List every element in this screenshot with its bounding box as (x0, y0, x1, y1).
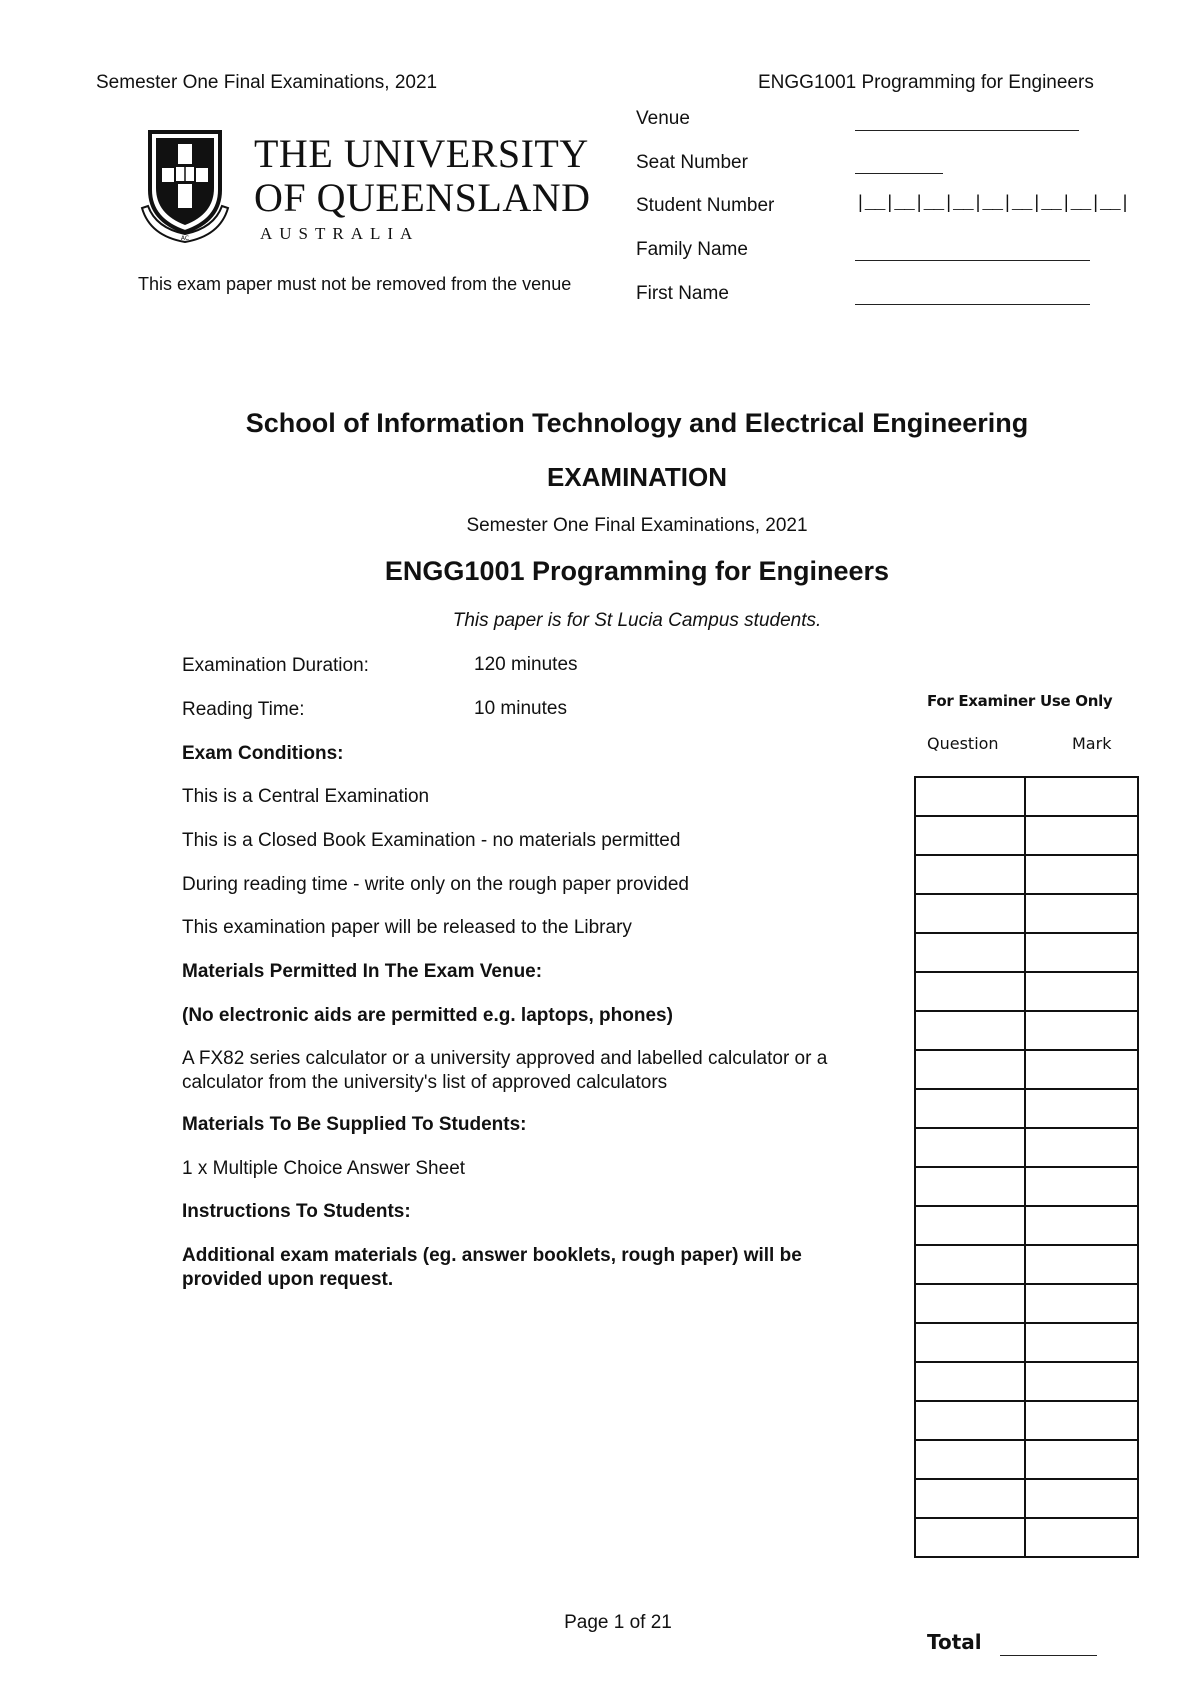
marks-table-row (915, 1362, 1138, 1401)
question-cell[interactable] (915, 1206, 1025, 1245)
question-cell[interactable] (915, 972, 1025, 1011)
header-right: ENGG1001 Programming for Engineers (758, 72, 1094, 93)
question-cell[interactable] (915, 777, 1025, 816)
marks-table-row (915, 1479, 1138, 1518)
question-cell[interactable] (915, 1440, 1025, 1479)
svg-text:AC: AC (180, 235, 190, 242)
exam-conditions-heading: Exam Conditions: (182, 743, 344, 764)
electronic-aids-note: (No electronic aids are permitted e.g. laptops, phones) (182, 1005, 673, 1026)
marks-table-row (915, 1050, 1138, 1089)
mark-cell[interactable] (1025, 1401, 1138, 1440)
family-name-label: Family Name (636, 239, 748, 260)
logo-line-1: THE UNIVERSITY (254, 131, 589, 176)
mark-cell[interactable] (1025, 1167, 1138, 1206)
exam-duration-value: 120 minutes (474, 654, 578, 675)
exam-title: EXAMINATION (546, 462, 728, 492)
question-cell[interactable] (915, 1518, 1025, 1557)
mark-cell[interactable] (1025, 1323, 1138, 1362)
reading-time-value: 10 minutes (474, 698, 567, 719)
removal-notice: This exam paper must not be removed from the venue (138, 274, 572, 294)
question-cell[interactable] (915, 1011, 1025, 1050)
student-number-label: Student Number (636, 195, 775, 216)
total-field[interactable] (1000, 1655, 1097, 1656)
marks-table-row (915, 1089, 1138, 1128)
instructions-heading: Instructions To Students: (182, 1201, 411, 1222)
mark-cell[interactable] (1025, 1128, 1138, 1167)
condition-item: This is a Closed Book Examination - no materials permitted (182, 830, 681, 851)
family-name-field[interactable] (855, 260, 1090, 261)
examiner-use-title: For Examiner Use Only (927, 692, 1113, 710)
mark-cell[interactable] (1025, 1089, 1138, 1128)
instructions-text: Additional exam materials (eg. answer booklets, rough paper) will be provided upon request. (182, 1245, 802, 1290)
question-cell[interactable] (915, 1050, 1025, 1089)
venue-label: Venue (636, 108, 690, 129)
marks-table-row (915, 1011, 1138, 1050)
crest-icon (140, 128, 230, 246)
marks-table-row (915, 777, 1138, 816)
student-number-field[interactable]: |__|__|__|__|__|__|__|__|__| (855, 194, 1130, 214)
marks-table-row (915, 1245, 1138, 1284)
materials-permitted-heading: Materials Permitted In The Exam Venue: (182, 961, 543, 982)
university-logo (140, 128, 591, 248)
marks-table-row (915, 816, 1138, 855)
examiner-marks-table (914, 776, 1139, 1558)
mark-cell[interactable] (1025, 1206, 1138, 1245)
campus-note: This paper is for St Lucia Campus students. (452, 610, 822, 631)
reading-time-label: Reading Time: (182, 699, 305, 720)
first-name-label: First Name (636, 283, 729, 304)
total-label: Total (927, 1630, 982, 1654)
question-cell[interactable] (915, 816, 1025, 855)
condition-item: During reading time - write only on the rough paper provided (182, 874, 689, 895)
calculator-permitted-text: A FX82 series calculator or a university approved and labelled calculator or a calculator from the university's list of approved calculators (182, 1048, 828, 1093)
marks-table-row (915, 1206, 1138, 1245)
mark-cell[interactable] (1025, 1245, 1138, 1284)
logo-line-2: OF QUEENSLAND (254, 175, 591, 220)
condition-item: This is a Central Examination (182, 786, 430, 807)
materials-supplied-item: 1 x Multiple Choice Answer Sheet (182, 1158, 466, 1179)
question-cell[interactable] (915, 1362, 1025, 1401)
marks-table-row (915, 933, 1138, 972)
marks-table-row (915, 972, 1138, 1011)
mark-cell[interactable] (1025, 1440, 1138, 1479)
question-cell[interactable] (915, 1245, 1025, 1284)
materials-supplied-heading: Materials To Be Supplied To Students: (182, 1114, 527, 1135)
seat-number-label: Seat Number (636, 152, 748, 173)
exam-duration-label: Examination Duration: (182, 655, 369, 676)
condition-item: This examination paper will be released to the Library (182, 917, 632, 938)
question-cell[interactable] (915, 933, 1025, 972)
marks-table-row (915, 855, 1138, 894)
mark-cell[interactable] (1025, 1518, 1138, 1557)
mark-cell[interactable] (1025, 894, 1138, 933)
page-number: Page 1 of 21 (564, 1612, 672, 1633)
question-cell[interactable] (915, 1089, 1025, 1128)
mark-column-header: Mark (1072, 734, 1112, 753)
marks-table-row (915, 1284, 1138, 1323)
mark-cell[interactable] (1025, 816, 1138, 855)
venue-field[interactable] (855, 130, 1079, 131)
question-cell[interactable] (915, 894, 1025, 933)
question-cell[interactable] (915, 1284, 1025, 1323)
semester-title: Semester One Final Examinations, 2021 (466, 515, 808, 536)
question-cell[interactable] (915, 1401, 1025, 1440)
mark-cell[interactable] (1025, 777, 1138, 816)
marks-table-row (915, 1518, 1138, 1557)
logo-line-3: AUSTRALIA (260, 224, 420, 243)
question-cell[interactable] (915, 1128, 1025, 1167)
mark-cell[interactable] (1025, 1479, 1138, 1518)
mark-cell[interactable] (1025, 1284, 1138, 1323)
mark-cell[interactable] (1025, 933, 1138, 972)
mark-cell[interactable] (1025, 1362, 1138, 1401)
mark-cell[interactable] (1025, 855, 1138, 894)
question-cell[interactable] (915, 1167, 1025, 1206)
marks-table-row (915, 1440, 1138, 1479)
school-title: School of Information Technology and Electrical Engineering (245, 408, 1029, 438)
marks-table-row (915, 1167, 1138, 1206)
mark-cell[interactable] (1025, 1011, 1138, 1050)
marks-table-row (915, 1128, 1138, 1167)
marks-table-row (915, 894, 1138, 933)
header-left: Semester One Final Examinations, 2021 (96, 72, 438, 93)
mark-cell[interactable] (1025, 972, 1138, 1011)
question-column-header: Question (927, 734, 999, 753)
first-name-field[interactable] (855, 304, 1090, 305)
question-cell[interactable] (915, 855, 1025, 894)
marks-table-row (915, 1401, 1138, 1440)
marks-table-row (915, 1323, 1138, 1362)
question-cell[interactable] (915, 1479, 1025, 1518)
question-cell[interactable] (915, 1323, 1025, 1362)
seat-number-field[interactable] (855, 173, 943, 174)
mark-cell[interactable] (1025, 1050, 1138, 1089)
course-title: ENGG1001 Programming for Engineers (384, 556, 890, 586)
